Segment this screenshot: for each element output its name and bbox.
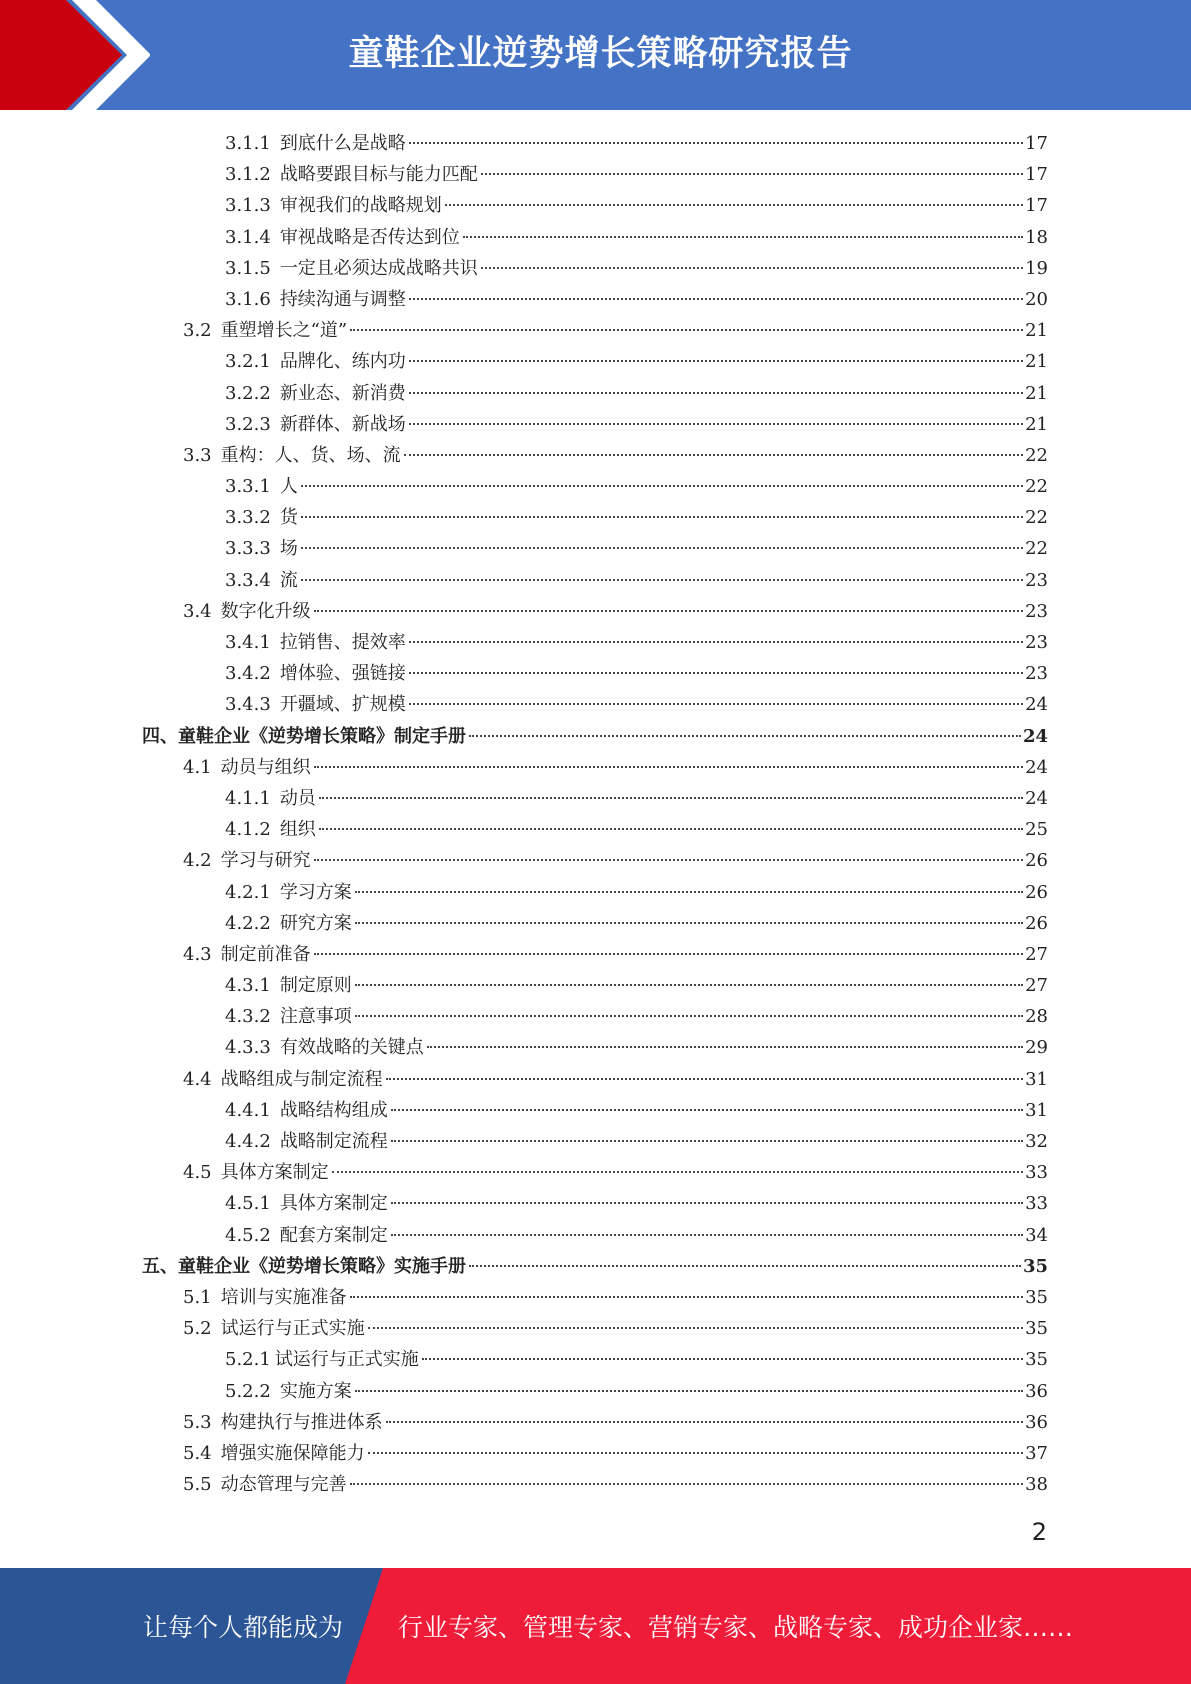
toc-entry[interactable]	[0, 565, 1191, 596]
toc-entry-page: 38	[1025, 1474, 1048, 1496]
toc-entry-title: 场	[279, 538, 298, 560]
toc-entry-number: 3.1.6	[225, 288, 271, 310]
toc-entry[interactable]	[0, 409, 1191, 440]
toc-entry-number: 3.3.4	[225, 569, 271, 591]
toc-entry[interactable]	[0, 689, 1191, 720]
toc-entry-number: 3.1.1	[225, 133, 271, 154]
toc-entry[interactable]	[0, 315, 1191, 346]
toc-dot-leader	[409, 392, 1023, 394]
toc-entry-page: 26	[1025, 881, 1048, 903]
toc-entry[interactable]	[0, 346, 1191, 377]
toc-dot-leader	[422, 1358, 1023, 1360]
toc-entry-page: 21	[1025, 382, 1048, 404]
toc-entry-number: 3.3.2	[225, 507, 271, 529]
toc-entry-title: 动员	[279, 787, 316, 809]
toc-entry-page: 37	[1025, 1442, 1048, 1464]
toc-entry-title: 战略组成与制定流程	[220, 1068, 383, 1090]
toc-entry-page: 34	[1025, 1224, 1048, 1246]
toc-dot-leader	[409, 672, 1023, 674]
toc-entry[interactable]	[0, 1469, 1191, 1500]
toc-dot-leader	[445, 204, 1023, 206]
page-number: 2	[1031, 1518, 1047, 1546]
toc-entry[interactable]	[0, 502, 1191, 533]
toc-entry-page: 21	[1025, 320, 1048, 342]
toc-entry-title: 培训与实施准备	[220, 1286, 347, 1308]
toc-entry-number: 4.5.1	[225, 1193, 271, 1215]
toc-entry[interactable]	[0, 471, 1191, 502]
toc-entry-title: 研究方案	[279, 912, 352, 934]
toc-entry-number: 4.2	[183, 850, 212, 872]
toc-entry-title: 动员与组织	[220, 756, 311, 778]
toc-entry-page: 27	[1025, 975, 1048, 997]
toc-entry-page: 36	[1025, 1411, 1048, 1433]
toc-entry-page: 29	[1025, 1037, 1048, 1059]
toc-entry-title: 拉销售、提效率	[279, 632, 406, 653]
toc-entry[interactable]	[0, 1438, 1191, 1469]
toc-entry-title: 重构：人、货、场、流	[220, 444, 401, 466]
toc-entry-page: 20	[1025, 288, 1048, 310]
toc-entry[interactable]	[0, 658, 1191, 689]
toc-dot-leader	[404, 454, 1023, 456]
toc-dot-leader	[319, 797, 1023, 799]
toc-entry-number: 4.2.2	[225, 912, 271, 934]
toc-entry-number: 4.5.2	[225, 1224, 271, 1246]
toc-entry-title: 战略要跟目标与能力匹配	[279, 164, 478, 186]
toc-dot-leader	[301, 547, 1023, 549]
toc-entry-number: 5.2	[183, 1318, 212, 1340]
toc-entry-title: 到底什么是战略	[279, 133, 406, 154]
toc-entry-title: 五、童鞋企业《逆势增长策略》实施手册	[142, 1255, 466, 1277]
toc-entry[interactable]	[0, 1188, 1191, 1219]
toc-dot-leader	[368, 1327, 1023, 1329]
toc-entry-number: 4.4.2	[225, 1131, 271, 1152]
toc-dot-leader	[386, 1421, 1023, 1423]
toc-entry-page: 23	[1025, 569, 1048, 591]
toc-entry-title: 品牌化、练内功	[279, 351, 406, 373]
toc-entry-number: 5.3	[183, 1411, 212, 1433]
toc-entry-title: 货	[279, 507, 298, 529]
toc-entry[interactable]	[0, 1407, 1191, 1438]
page-footer	[0, 1568, 1191, 1684]
toc-entry-page: 31	[1025, 1068, 1048, 1090]
toc-entry-page: 23	[1025, 663, 1048, 685]
toc-entry-title: 四、童鞋企业《逆势增长策略》制定手册	[142, 725, 466, 747]
toc-entry-title: 开疆域、扩规模	[279, 694, 406, 716]
toc-entry-title: 战略制定流程	[279, 1131, 388, 1152]
toc-entry[interactable]	[0, 814, 1191, 845]
toc-entry[interactable]	[0, 1282, 1191, 1313]
toc-dot-leader	[355, 984, 1023, 986]
toc-entry-number: 4.3	[183, 943, 212, 965]
toc-dot-leader	[391, 1140, 1023, 1142]
toc-entry-number: 5.4	[183, 1442, 212, 1464]
toc-entry[interactable]	[0, 877, 1191, 908]
toc-entry-page: 24	[1022, 725, 1048, 747]
toc-entry[interactable]	[0, 222, 1191, 253]
toc-entry-number: 4.1.2	[225, 819, 271, 841]
toc-entry[interactable]	[0, 1095, 1191, 1126]
toc-entry-number: 3.1.5	[225, 257, 271, 279]
toc-dot-leader	[368, 1452, 1023, 1454]
toc-entry-title: 新业态、新消费	[279, 382, 406, 404]
toc-dot-leader	[314, 766, 1023, 768]
toc-entry[interactable]	[0, 533, 1191, 564]
toc-entry-number: 5.2.1	[225, 1349, 271, 1371]
toc-entry-number: 5.1	[183, 1286, 212, 1308]
toc-entry-title: 增强实施保障能力	[220, 1442, 365, 1464]
toc-entry-page: 23	[1025, 600, 1048, 622]
toc-entry-number: 5.2.2	[225, 1380, 271, 1402]
toc-entry-page: 17	[1025, 195, 1048, 217]
toc-entry-page: 33	[1025, 1193, 1048, 1215]
toc-entry[interactable]	[0, 783, 1191, 814]
toc-entry[interactable]	[0, 1001, 1191, 1032]
toc-entry-number: 3.2.1	[225, 351, 271, 373]
toc-entry-page: 24	[1025, 787, 1048, 809]
toc-dot-leader	[427, 1046, 1023, 1048]
toc-entry[interactable]	[0, 128, 1191, 159]
toc-entry-title: 构建执行与推进体系	[220, 1411, 383, 1433]
toc-entry-title: 具体方案制定	[279, 1193, 388, 1215]
toc-entry-title: 学习与研究	[220, 850, 311, 872]
toc-entry-number: 3.2.3	[225, 413, 271, 435]
toc-entry-page: 24	[1025, 756, 1048, 778]
toc-entry-number: 5.5	[183, 1474, 212, 1496]
toc-entry-number: 4.3.2	[225, 1006, 271, 1028]
toc-entry[interactable]	[0, 1032, 1191, 1063]
toc-entry-number: 4.2.1	[225, 881, 271, 903]
toc-entry-title: 流	[279, 569, 298, 591]
toc-entry-number: 3.2	[183, 320, 212, 342]
toc-dot-leader	[314, 859, 1023, 861]
toc-entry-title: 试运行与正式实施	[220, 1318, 365, 1340]
toc-entry-page: 25	[1025, 819, 1048, 841]
toc-entry[interactable]	[0, 596, 1191, 627]
toc-dot-leader	[355, 922, 1023, 924]
toc-entry-title: 审视战略是否传达到位	[279, 226, 460, 248]
toc-entry-number: 3.1.3	[225, 195, 271, 217]
toc-dot-leader	[386, 1078, 1023, 1080]
toc-entry-title: 战略结构组成	[279, 1099, 388, 1121]
toc-dot-leader	[463, 236, 1023, 238]
toc-entry-page: 18	[1025, 226, 1048, 248]
toc-dot-leader	[469, 1265, 1021, 1267]
table-of-contents	[0, 128, 1191, 1500]
toc-dot-leader	[355, 1390, 1023, 1392]
toc-dot-leader	[481, 267, 1023, 269]
toc-entry-title: 持续沟通与调整	[279, 288, 406, 310]
toc-dot-leader	[350, 1483, 1023, 1485]
toc-entry-page: 22	[1025, 476, 1048, 498]
toc-entry-number: 4.3.3	[225, 1037, 271, 1059]
toc-entry-number: 3.3	[183, 444, 212, 466]
toc-entry[interactable]	[0, 1064, 1191, 1095]
toc-entry-title: 制定前准备	[220, 943, 311, 965]
toc-entry-number: 3.3.1	[225, 476, 271, 498]
toc-entry[interactable]	[0, 1126, 1191, 1157]
toc-dot-leader	[350, 329, 1023, 331]
toc-entry[interactable]	[0, 253, 1191, 284]
toc-dot-leader	[314, 953, 1023, 955]
toc-entry-page: 36	[1025, 1380, 1048, 1402]
toc-entry-page: 35	[1025, 1349, 1048, 1371]
toc-entry-number: 4.3.1	[225, 975, 271, 997]
toc-entry-title: 组织	[279, 819, 316, 841]
toc-entry-page: 33	[1025, 1162, 1048, 1184]
toc-entry[interactable]	[0, 627, 1191, 658]
toc-entry-title: 有效战略的关键点	[279, 1037, 424, 1059]
toc-entry[interactable]	[0, 378, 1191, 409]
toc-entry[interactable]	[0, 190, 1191, 221]
toc-dot-leader	[301, 485, 1023, 487]
toc-entry-title: 试运行与正式实施	[274, 1349, 419, 1371]
toc-entry[interactable]	[0, 721, 1191, 752]
toc-entry-number: 4.4	[183, 1068, 212, 1090]
toc-dot-leader	[391, 1109, 1023, 1111]
toc-entry[interactable]	[0, 1376, 1191, 1407]
toc-dot-leader	[301, 579, 1023, 581]
toc-entry[interactable]	[0, 1220, 1191, 1251]
toc-entry[interactable]	[0, 159, 1191, 190]
toc-entry[interactable]	[0, 1344, 1191, 1375]
toc-entry-number: 3.4.3	[225, 694, 271, 716]
report-title: 童鞋企业逆势增长策略研究报告	[348, 34, 853, 74]
toc-entry-title: 动态管理与完善	[220, 1474, 347, 1496]
toc-entry[interactable]	[0, 970, 1191, 1001]
toc-dot-leader	[409, 641, 1023, 643]
toc-entry-page: 26	[1025, 850, 1048, 872]
page-header	[0, 0, 1191, 110]
toc-entry-title: 实施方案	[279, 1380, 352, 1402]
toc-dot-leader	[409, 703, 1023, 705]
toc-entry-number: 3.1.2	[225, 164, 271, 186]
toc-entry[interactable]	[0, 1251, 1191, 1282]
toc-entry-number: 3.2.2	[225, 382, 271, 404]
toc-entry-page: 23	[1025, 632, 1048, 653]
toc-dot-leader	[391, 1202, 1023, 1204]
toc-entry-number: 3.1.4	[225, 226, 271, 248]
toc-entry-page: 35	[1025, 1318, 1048, 1340]
toc-entry-title: 学习方案	[279, 881, 352, 903]
toc-entry-title: 数字化升级	[220, 600, 311, 622]
toc-entry-title: 配套方案制定	[279, 1224, 388, 1246]
toc-entry-page: 31	[1025, 1099, 1048, 1121]
toc-entry[interactable]	[0, 752, 1191, 783]
toc-entry-title: 重塑增长之“道”	[220, 320, 348, 342]
toc-entry-title: 审视我们的战略规划	[279, 195, 442, 217]
toc-entry-page: 19	[1025, 257, 1048, 279]
toc-entry-number: 3.4.2	[225, 663, 271, 685]
toc-dot-leader	[355, 1015, 1023, 1017]
toc-dot-leader	[409, 423, 1023, 425]
toc-entry-number: 3.4	[183, 600, 212, 622]
toc-entry-page: 17	[1025, 164, 1048, 186]
toc-entry[interactable]	[0, 440, 1191, 471]
toc-entry-title: 具体方案制定	[220, 1162, 329, 1184]
toc-entry-page: 17	[1025, 133, 1048, 154]
footer-slogan-right: 行业专家、管理专家、营销专家、战略专家、成功企业家……	[398, 1613, 1074, 1642]
toc-entry-page: 28	[1025, 1006, 1048, 1028]
toc-entry[interactable]	[0, 845, 1191, 876]
toc-entry-page: 22	[1025, 538, 1048, 560]
toc-entry-page: 35	[1025, 1286, 1048, 1308]
toc-entry-page: 21	[1025, 351, 1048, 373]
toc-entry-page: 27	[1025, 943, 1048, 965]
toc-entry[interactable]	[0, 908, 1191, 939]
toc-entry[interactable]	[0, 939, 1191, 970]
toc-entry[interactable]	[0, 1157, 1191, 1188]
toc-entry-number: 4.1	[183, 756, 212, 778]
toc-entry[interactable]	[0, 1313, 1191, 1344]
footer-slogan-left: 让每个人都能成为	[143, 1613, 344, 1642]
toc-entry-page: 35	[1022, 1255, 1048, 1277]
toc-entry-title: 注意事项	[279, 1006, 352, 1028]
toc-entry-number: 4.4.1	[225, 1099, 271, 1121]
toc-dot-leader	[350, 1296, 1023, 1298]
toc-entry-title: 新群体、新战场	[279, 413, 406, 435]
toc-dot-leader	[409, 360, 1023, 362]
toc-dot-leader	[332, 1171, 1023, 1173]
toc-dot-leader	[301, 516, 1023, 518]
toc-dot-leader	[409, 142, 1023, 144]
toc-dot-leader	[481, 173, 1023, 175]
toc-entry-number: 4.1.1	[225, 787, 271, 809]
toc-entry-page: 22	[1025, 507, 1048, 529]
toc-entry-page: 22	[1025, 444, 1048, 466]
toc-dot-leader	[391, 1234, 1023, 1236]
toc-dot-leader	[319, 828, 1023, 830]
toc-dot-leader	[409, 298, 1023, 300]
toc-entry-number: 3.4.1	[225, 632, 271, 653]
toc-entry-number: 3.3.3	[225, 538, 271, 560]
toc-entry-page: 26	[1025, 912, 1048, 934]
toc-entry-title: 增体验、强链接	[279, 663, 406, 685]
toc-entry-page: 24	[1025, 694, 1048, 716]
toc-entry[interactable]	[0, 284, 1191, 315]
toc-dot-leader	[314, 610, 1023, 612]
toc-entry-page: 21	[1025, 413, 1048, 435]
toc-dot-leader	[469, 735, 1021, 737]
toc-entry-title: 一定且必须达成战略共识	[279, 257, 478, 279]
toc-dot-leader	[355, 891, 1023, 893]
toc-entry-title: 制定原则	[279, 975, 352, 997]
toc-entry-title: 人	[279, 476, 298, 498]
toc-entry-page: 32	[1025, 1131, 1048, 1152]
toc-entry-number: 4.5	[183, 1162, 212, 1184]
